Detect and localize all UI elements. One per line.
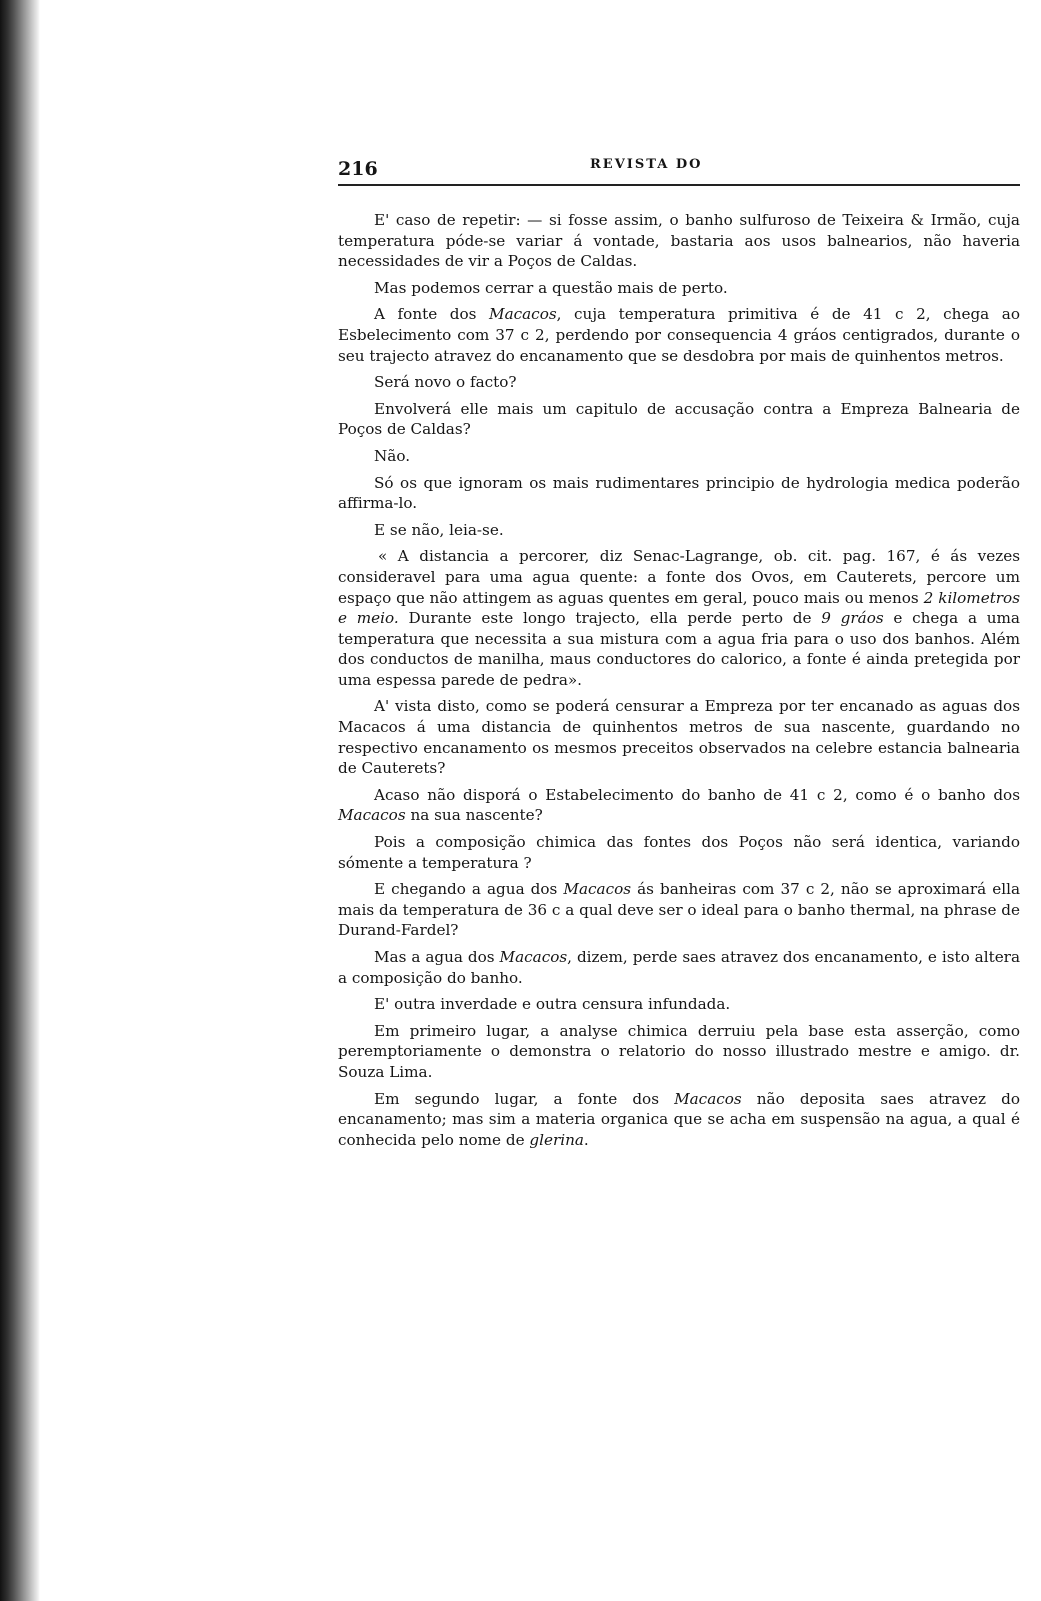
paragraph-p13	[338, 879, 1020, 941]
text-run: Envolverá elle mais um capitulo de accusação contra a Empreza Balnearia de Poços de Caldas?	[338, 399, 1020, 439]
italic-text: Macacos	[499, 948, 568, 966]
paragraph-p2	[338, 278, 1020, 299]
paragraph-p7	[338, 473, 1020, 514]
italic-text: Macacos	[563, 880, 632, 899]
text-run: Acaso não disporá o Estabelecimento do banho de 41 c 2, como é o banho dos	[374, 785, 1020, 804]
text-run: E chegando a agua dos	[374, 880, 564, 899]
paragraph-p5	[338, 399, 1020, 440]
book-page	[338, 150, 1020, 1590]
text-run: ás banheiras com 37 c 2, não se aproximará ella mais da temperatura de 36 c a qual deve ser o ideal para o banho thermal, na phrase de Durand-Fardel?	[338, 880, 1020, 940]
paragraph-p12	[338, 832, 1020, 873]
text-run: não deposita saes atravez do encanamento; mas sim a materia organica que se acha em suspensão na agua, a qual é conhecida pelo nome de	[338, 1089, 1020, 1149]
text-run: Só os que ignoram os mais rudimentares principio de hydrologia medica poderão affirma-lo.	[338, 473, 1020, 513]
paragraph-p14	[338, 947, 1020, 988]
italic-text: Macacos	[489, 305, 557, 324]
text-run: , cuja temperatura primitiva é de 41 c 2, chega ao Esbelecimento com 37 c 2, perdendo por consequencia 4 gráos centigrados, durante o seu trajecto atravez do encanamento que se desdobra por mais de quinhentos metros.	[338, 305, 1020, 365]
text-run: Durante este longo trajecto, ella perde perto de	[398, 609, 822, 628]
paragraph-p8	[338, 520, 1020, 541]
text-run: , dizem, perde saes atravez dos encanamento, e isto altera a composição do banho.	[338, 948, 1020, 987]
running-head	[338, 150, 1020, 186]
text-run: A' vista disto, como se poderá censurar a Empreza por ter encanado as aguas dos Macacos á uma distancia de quinhentos metros de sua nascente, guardando no respectivo encanamento os mesmos preceitos observados na celebre estancia balnearia de Cauterets?	[338, 697, 1020, 778]
paragraph-p9	[338, 546, 1020, 690]
paragraph-p4	[338, 372, 1020, 393]
paragraph-p16	[338, 1021, 1020, 1083]
italic-text: Macacos	[338, 806, 406, 825]
italic-text: glerina	[529, 1130, 584, 1149]
page-number: 216	[338, 158, 378, 180]
text-run: « A distancia a percorer, diz Senac-Lagrange, ob. cit. pag. 167, é ás vezes consideravel para uma agua quente: a fonte dos Ovos, em Cauterets, percore um espaço que não attingem as aguas quentes em geral, pouco mais ou menos	[338, 547, 1020, 607]
text-run: A fonte dos	[374, 305, 490, 324]
text-run: Não.	[374, 446, 411, 465]
running-title: REVISTA DO	[590, 157, 703, 172]
text-run: e chega a uma temperatura que necessita a sua mistura com a agua fria para o uso dos banhos. Além dos conductos de manilha, maus conductores do calorico, a fonte é ainda pretegida por uma espessa parede de pedra».	[338, 609, 1020, 689]
text-run: .	[583, 1130, 589, 1149]
text-run: Pois a composição chimica das fontes dos Poços não será identica, variando sómente a temperatura ?	[338, 833, 1020, 872]
paragraph-p10	[338, 696, 1020, 778]
text-run: Em primeiro lugar, a analyse chimica derruiu pela base esta asserção, como peremptoriamente o demonstra o relatorio do nosso illustrado mestre e amigo. dr. Souza Lima.	[338, 1021, 1020, 1081]
text-run: Mas podemos cerrar a questão mais de perto.	[374, 278, 728, 297]
text-run: E' caso de repetir: — si fosse assim, o banho sulfuroso de Teixeira & Irmão, cuja temperatura póde-se variar á vontade, bastaria aos usos balnearios, não haveria necessidades de vir a Poços de Caldas.	[338, 211, 1020, 271]
paragraph-p17	[338, 1089, 1020, 1151]
text-run: Será novo o facto?	[374, 373, 517, 392]
paragraph-p1	[338, 210, 1020, 272]
text-run: E se não, leia-se.	[374, 520, 504, 539]
italic-text: 9 gráos	[821, 609, 884, 628]
italic-text: 2 kilometros e meio.	[338, 588, 1020, 628]
book-binding-edge	[0, 0, 40, 1601]
paragraph-p15	[338, 994, 1020, 1015]
text-run: E' outra inverdade e outra censura infundada.	[374, 995, 731, 1014]
text-run: na sua nascente?	[405, 806, 543, 825]
paragraph-p11	[338, 785, 1020, 826]
body-text	[338, 210, 1020, 1150]
paragraph-p3	[338, 304, 1020, 366]
paragraph-p6	[338, 446, 1020, 467]
italic-text: Macacos	[674, 1089, 742, 1108]
text-run: Mas a agua dos	[374, 948, 500, 966]
text-run: Em segundo lugar, a fonte dos	[374, 1089, 675, 1108]
